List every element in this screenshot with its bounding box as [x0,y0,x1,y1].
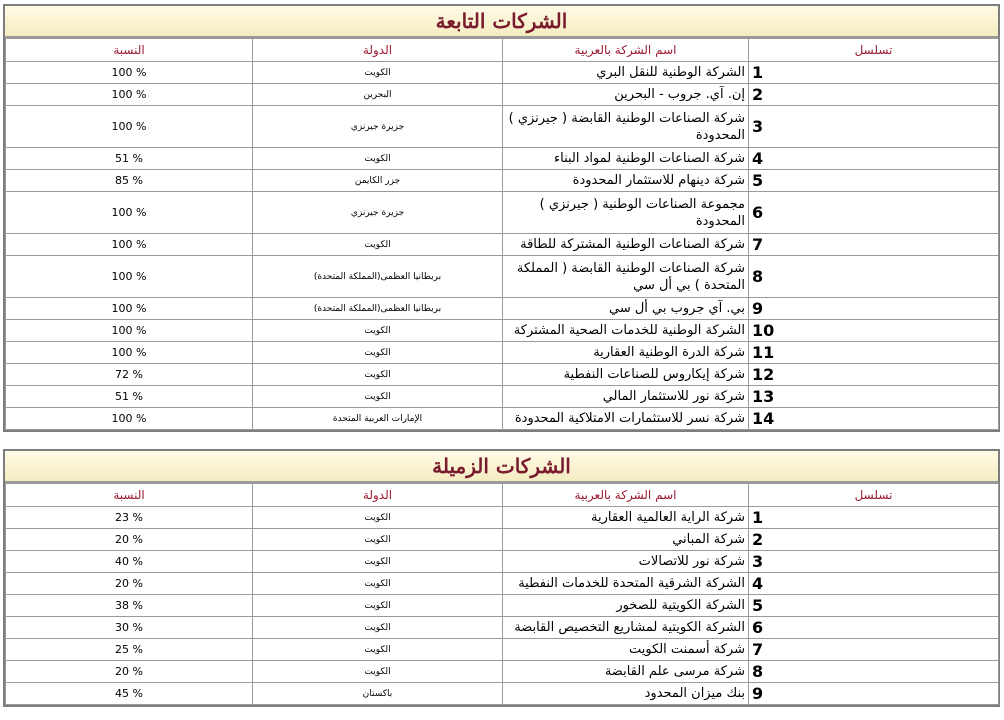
row-company-name: الشركة الشرقية المتحدة للخدمات النفطية [503,573,749,595]
subsidiaries-panel [3,4,1000,432]
row-seq: 12 [749,364,999,386]
row-country: جزيرة جيرنزي [253,192,503,234]
header-seq: تسلسل [749,39,999,62]
table-row [6,298,999,320]
row-seq: 2 [749,529,999,551]
row-company-name: شركة إيكاروس للصناعات النفطية [503,364,749,386]
row-company-name: شركة الدرة الوطنية العقارية [503,342,749,364]
row-company-name: شركة الصناعات الوطنية المشتركة للطاقة [503,234,749,256]
header-pct: النسبة [6,484,253,507]
row-percentage: 72 % [6,364,253,386]
header-country: الدولة [253,39,503,62]
row-seq: 8 [749,661,999,683]
row-company-name: الشركة الكويتية لمشاريع التخصيص القابضة [503,617,749,639]
row-percentage: 100 % [6,62,253,84]
row-seq: 13 [749,386,999,408]
header-seq: تسلسل [749,484,999,507]
row-seq: 3 [749,551,999,573]
row-seq: 9 [749,298,999,320]
row-seq: 3 [749,106,999,148]
row-country: الكويت [253,639,503,661]
header-name: اسم الشركة بالعربية [503,39,749,62]
row-country: الكويت [253,320,503,342]
row-company-name: الشركة الوطنية للنقل البري [503,62,749,84]
subsidiaries-title: الشركات التابعة [5,6,998,38]
row-percentage: 100 % [6,192,253,234]
table-row [6,551,999,573]
row-seq: 6 [749,617,999,639]
row-country: الكويت [253,551,503,573]
row-company-name: شركة نور للاتصالات [503,551,749,573]
row-country: بريطانيا العظمى(المملكة المتحدة) [253,256,503,298]
row-company-name: شركة دينهام للاستثمار المحدودة [503,170,749,192]
row-company-name: شركة مرسى علم القابضة [503,661,749,683]
associates-header-row [6,484,999,507]
row-seq: 11 [749,342,999,364]
table-row [6,364,999,386]
row-company-name: الشركة الوطنية للخدمات الصحية المشتركة [503,320,749,342]
table-row [6,256,999,298]
row-percentage: 85 % [6,170,253,192]
row-percentage: 23 % [6,507,253,529]
row-percentage: 40 % [6,551,253,573]
table-row [6,573,999,595]
row-percentage: 51 % [6,148,253,170]
row-company-name: شركة المباني [503,529,749,551]
row-country: الكويت [253,617,503,639]
associates-table [5,483,999,705]
table-row [6,84,999,106]
row-country: الكويت [253,529,503,551]
row-seq: 4 [749,573,999,595]
associates-panel [3,449,1000,707]
row-company-name: شركة نور للاستثمار المالي [503,386,749,408]
table-row [6,507,999,529]
table-row [6,320,999,342]
row-percentage: 51 % [6,386,253,408]
row-percentage: 45 % [6,683,253,705]
table-row [6,386,999,408]
row-company-name: مجموعة الصناعات الوطنية ( جيرنزي ) المحدودة [503,192,749,234]
row-seq: 1 [749,62,999,84]
row-seq: 9 [749,683,999,705]
row-seq: 4 [749,148,999,170]
table-row [6,62,999,84]
row-percentage: 20 % [6,573,253,595]
table-row [6,106,999,148]
row-seq: 7 [749,639,999,661]
row-percentage: 20 % [6,529,253,551]
table-row [6,529,999,551]
subsidiaries-table [5,38,999,430]
row-company-name: شركة نسر للاستثمارات الامتلاكية المحدودة [503,408,749,430]
header-pct: النسبة [6,39,253,62]
row-percentage: 100 % [6,256,253,298]
row-country: الكويت [253,364,503,386]
row-percentage: 30 % [6,617,253,639]
row-seq: 1 [749,507,999,529]
row-country: الكويت [253,595,503,617]
table-row [6,170,999,192]
row-company-name: شركة الصناعات الوطنية لمواد البناء [503,148,749,170]
table-row [6,342,999,364]
table-row [6,148,999,170]
row-percentage: 100 % [6,408,253,430]
table-row [6,617,999,639]
row-percentage: 100 % [6,320,253,342]
table-row [6,683,999,705]
row-company-name: شركة الصناعات الوطنية القابضة ( المملكة المتحدة ) بي أل سي [503,256,749,298]
row-country: الإمارات العربية المتحدة [253,408,503,430]
row-seq: 10 [749,320,999,342]
row-seq: 14 [749,408,999,430]
associates-title: الشركات الزميلة [5,451,998,483]
row-country: الكويت [253,507,503,529]
row-country: باكستان [253,683,503,705]
row-seq: 5 [749,170,999,192]
row-percentage: 100 % [6,298,253,320]
row-company-name: شركة أسمنت الكويت [503,639,749,661]
row-country: الكويت [253,661,503,683]
row-percentage: 100 % [6,84,253,106]
subsidiaries-header-row [6,39,999,62]
row-company-name: إن. آي. جروب - البحرين [503,84,749,106]
header-name: اسم الشركة بالعربية [503,484,749,507]
row-percentage: 38 % [6,595,253,617]
row-seq: 6 [749,192,999,234]
row-company-name: شركة الصناعات الوطنية القابضة ( جيرنزي ) المحدودة [503,106,749,148]
row-seq: 2 [749,84,999,106]
row-country: الكويت [253,573,503,595]
row-company-name: بنك ميزان المحدود [503,683,749,705]
row-country: الكويت [253,62,503,84]
row-seq: 7 [749,234,999,256]
row-country: الكويت [253,234,503,256]
table-row [6,661,999,683]
table-row [6,234,999,256]
row-country: بريطانيا العظمى(المملكة المتحدة) [253,298,503,320]
row-seq: 5 [749,595,999,617]
row-percentage: 100 % [6,342,253,364]
table-row [6,408,999,430]
row-country: الكويت [253,148,503,170]
row-percentage: 100 % [6,234,253,256]
table-row [6,192,999,234]
row-percentage: 25 % [6,639,253,661]
row-company-name: شركة الراية العالمية العقارية [503,507,749,529]
row-country: الكويت [253,386,503,408]
row-country: البحرين [253,84,503,106]
row-seq: 8 [749,256,999,298]
table-row [6,595,999,617]
row-percentage: 20 % [6,661,253,683]
row-company-name: الشركة الكويتية للصخور [503,595,749,617]
table-row [6,639,999,661]
row-country: جزر الكايمن [253,170,503,192]
row-country: جزيرة جيرنزي [253,106,503,148]
row-percentage: 100 % [6,106,253,148]
row-country: الكويت [253,342,503,364]
row-company-name: بي. آي جروب بي أل سي [503,298,749,320]
header-country: الدولة [253,484,503,507]
